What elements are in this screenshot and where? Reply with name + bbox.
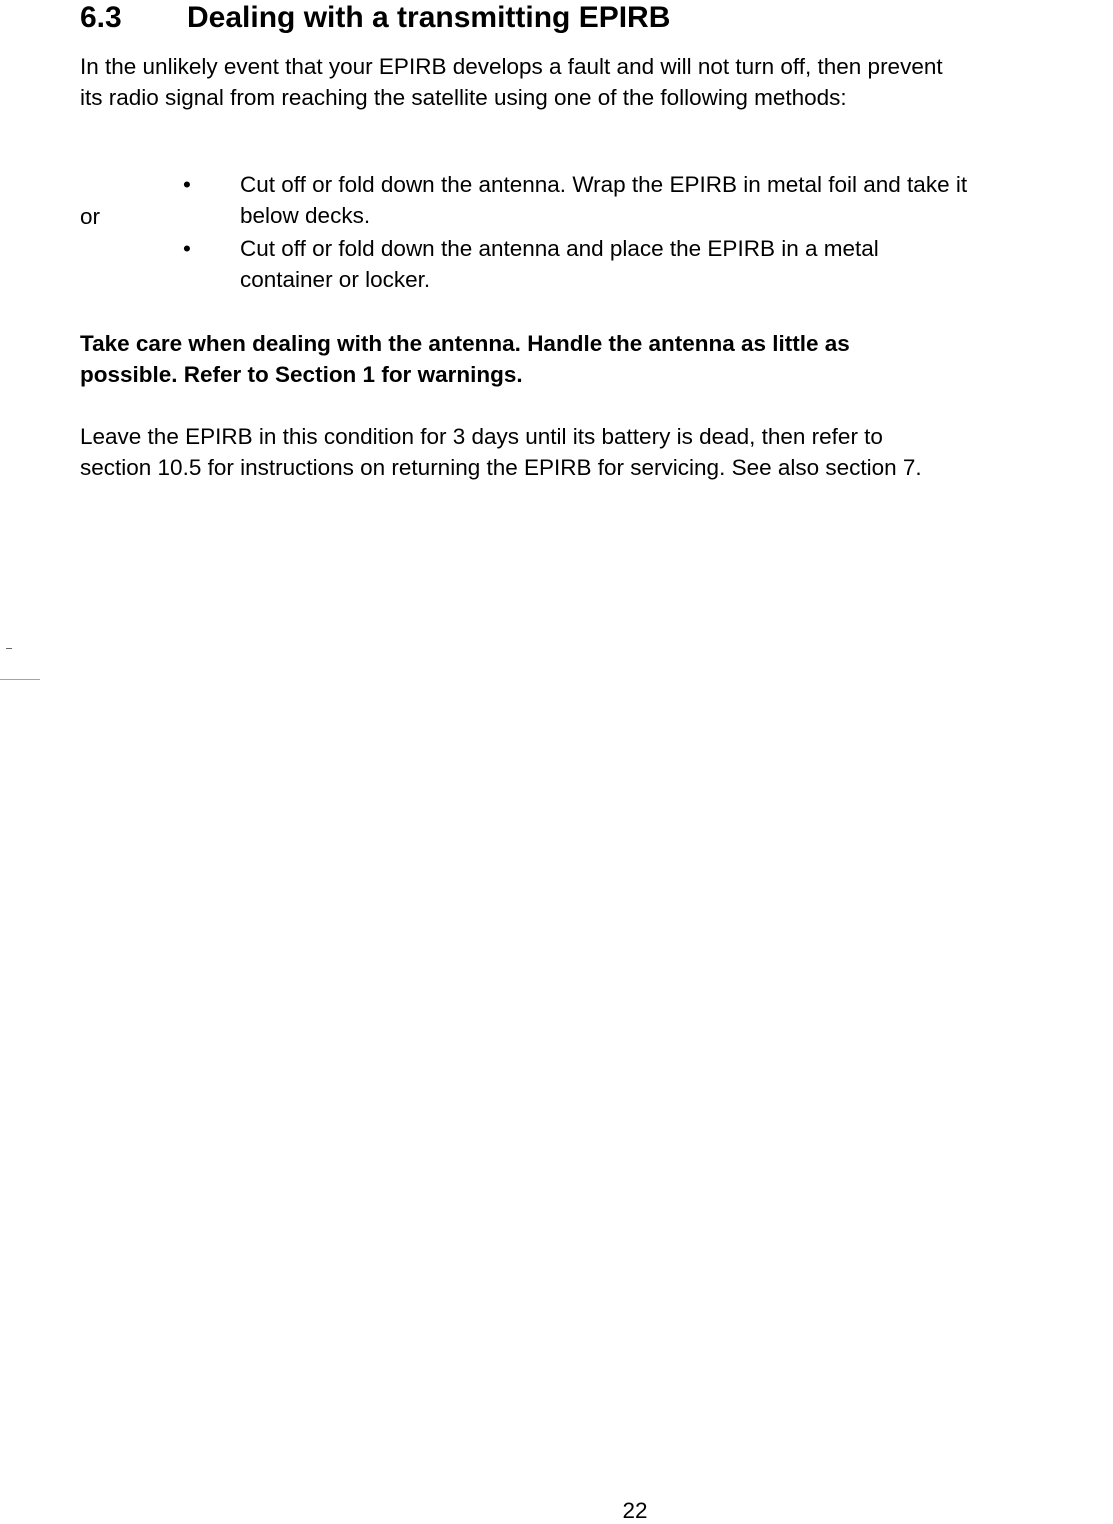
warning-line-1: Take care when dealing with the antenna. Handle the antenna as little as <box>80 331 850 356</box>
page-number: 22 <box>622 1498 648 1523</box>
or-connector: or <box>80 204 101 229</box>
section-number: 6.3 <box>80 1 122 34</box>
bullet-2-line-1: Cut off or fold down the antenna and place the EPIRB in a metal <box>240 236 879 261</box>
bullet-2-text <box>240 233 879 295</box>
intro-paragraph <box>80 51 943 113</box>
closing-line-2: section 10.5 for instructions on returning the EPIRB for servicing. See also section 7. <box>80 455 922 480</box>
section-title: Dealing with a transmitting EPIRB <box>187 1 671 34</box>
bullet-2-line-2: container or locker. <box>240 267 431 292</box>
bullet-1-line-2: below decks. <box>240 203 371 228</box>
bullet-1-line-1: Cut off or fold down the antenna. Wrap the EPIRB in metal foil and take it <box>240 172 968 197</box>
warning-paragraph <box>80 328 850 390</box>
intro-line-2: its radio signal from reaching the satellite using one of the following methods: <box>80 85 847 110</box>
warning-line-2: possible. Refer to Section 1 for warnings. <box>80 362 523 387</box>
intro-line-1: In the unlikely event that your EPIRB develops a fault and will not turn off, then prevent <box>80 54 943 79</box>
scan-artifact-mark <box>0 679 40 680</box>
closing-paragraph <box>80 421 922 483</box>
bullet-1-marker: • <box>183 172 191 197</box>
bullet-2-marker: • <box>183 236 191 261</box>
section-heading <box>80 0 670 36</box>
bullet-1-text <box>240 169 967 231</box>
closing-line-1: Leave the EPIRB in this condition for 3 days until its battery is dead, then refer to <box>80 424 883 449</box>
scan-artifact-mark <box>6 648 12 649</box>
